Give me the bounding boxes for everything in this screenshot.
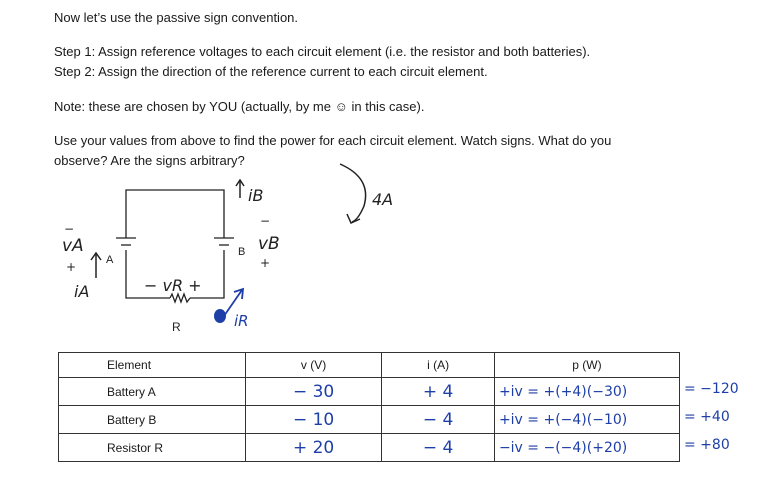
va-minus-sign: − <box>64 222 75 236</box>
element-cell: Battery B <box>59 406 246 434</box>
wire-left <box>126 190 224 238</box>
power-cell: +iv = +(+4)(−30) <box>494 378 679 406</box>
vb-minus-sign: − <box>260 214 271 228</box>
result-battery-b: = +40 <box>684 409 730 425</box>
header-voltage: v (V) <box>245 353 381 378</box>
table-header-row <box>59 353 680 378</box>
label-b: B <box>238 246 246 258</box>
note-text: Note: these are chosen by YOU (actually, by me ☺ in this case). <box>54 99 425 114</box>
result-resistor-r: = +80 <box>684 437 730 453</box>
ia-hand-label: iA <box>74 282 90 301</box>
va-hand-label: vA <box>62 236 84 256</box>
ir-hand-label: iR <box>234 312 249 330</box>
question-line-1: Use your values from above to find the power for each circuit element. Watch signs. What do you <box>54 133 612 148</box>
ir-dot <box>214 309 226 323</box>
header-element: Element <box>59 353 246 378</box>
vr-hand-label: − vR + <box>144 276 202 295</box>
result-battery-a: = −120 <box>684 381 739 397</box>
va-plus-sign: + <box>66 260 77 274</box>
step-1-text: Step 1: Assign reference voltages to each circuit element (i.e. the resistor and both batteries). <box>54 44 591 59</box>
label-a: A <box>106 254 114 266</box>
header-current: i (A) <box>382 353 495 378</box>
voltage-cell: + 20 <box>245 434 381 462</box>
current-cell: − 4 <box>382 434 495 462</box>
element-cell: Battery A <box>59 378 246 406</box>
loop-current-label: 4A <box>372 190 394 209</box>
current-cell: + 4 <box>382 378 495 406</box>
ib-hand-label: iB <box>248 186 264 205</box>
label-r: R <box>172 320 181 334</box>
current-cell: − 4 <box>382 406 495 434</box>
power-cell: −iv = −(−4)(+20) <box>494 434 679 462</box>
resistor-symbol <box>170 294 190 302</box>
voltage-cell: − 10 <box>245 406 381 434</box>
table-row <box>59 406 680 434</box>
vb-hand-label: vB <box>258 234 280 254</box>
step-2-text: Step 2: Assign the direction of the reference current to each circuit element. <box>54 64 488 79</box>
table-row <box>59 434 680 462</box>
vb-plus-sign: + <box>260 256 271 270</box>
loop-current-arrow <box>340 164 366 222</box>
power-table <box>58 352 680 462</box>
element-cell: Resistor R <box>59 434 246 462</box>
table-row <box>59 378 680 406</box>
voltage-cell: − 30 <box>245 378 381 406</box>
power-cell: +iv = +(−4)(−10) <box>494 406 679 434</box>
header-power: p (W) <box>494 353 679 378</box>
question-line-2: observe? Are the signs arbitrary? <box>54 153 245 168</box>
intro-text: Now let’s use the passive sign convention. <box>54 10 299 25</box>
